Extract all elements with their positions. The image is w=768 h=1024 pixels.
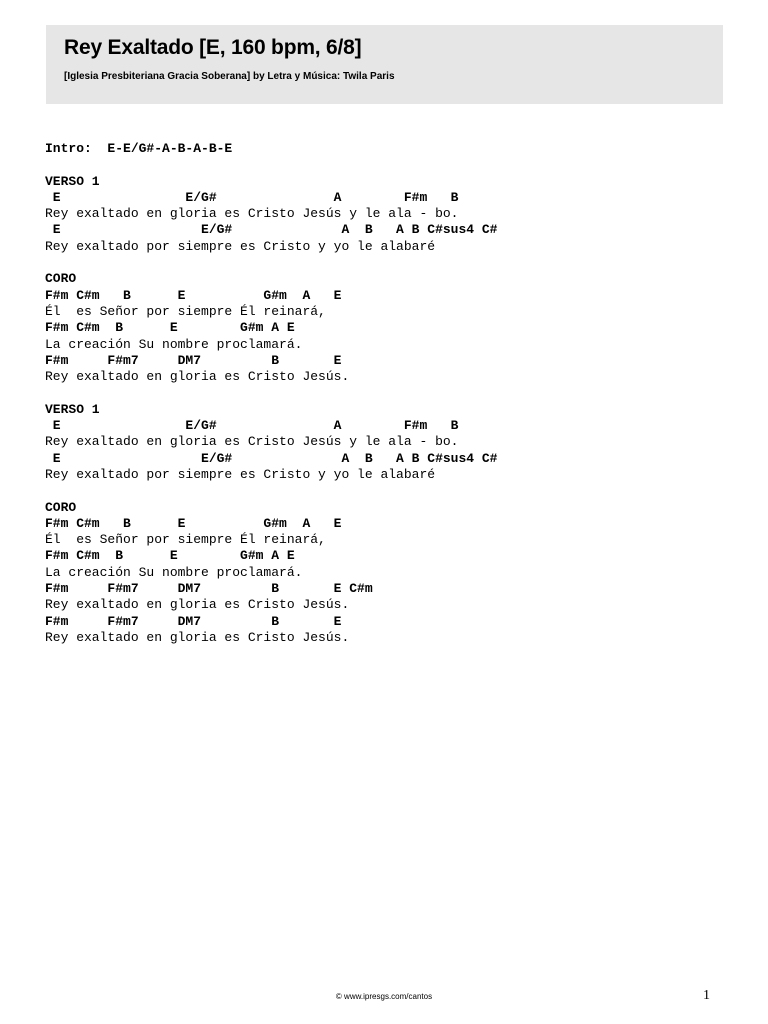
- blank-line: [45, 157, 725, 173]
- page-number: 1: [703, 988, 710, 1003]
- lyric-line: Rey exaltado en gloria es Cristo Jesús y le ala - bo.: [45, 434, 459, 450]
- section-label: VERSO 1: [45, 401, 100, 417]
- blank-line: [45, 255, 725, 271]
- lyric-line: La creación Su nombre proclamará.: [45, 564, 303, 580]
- lyric-line: Rey exaltado en gloria es Cristo Jesús.: [45, 369, 350, 385]
- chord-line: F#m F#m7 DM7 B E: [45, 613, 342, 629]
- chord-line: F#m C#m B E G#m A E: [45, 320, 295, 336]
- lyric-line: Él es Señor por siempre Él reinará,: [45, 532, 326, 548]
- intro-line: Intro: E-E/G#-A-B-A-B-E: [45, 141, 233, 156]
- lyric-line: Rey exaltado por siempre es Cristo y yo le alabaré: [45, 466, 436, 482]
- song-title: Rey Exaltado [E, 160 bpm, 6/8]: [64, 36, 362, 59]
- lyric-line: Rey exaltado en gloria es Cristo Jesús.: [45, 629, 350, 645]
- chord-line: F#m F#m7 DM7 B E C#m: [45, 581, 373, 597]
- lyric-line: Rey exaltado por siempre es Cristo y yo le alabaré: [45, 238, 436, 254]
- chord-sheet: [45, 141, 725, 646]
- chord-line: E E/G# A F#m B: [45, 418, 459, 434]
- chord-line: E E/G# A B A B C#sus4 C#: [45, 450, 498, 466]
- section-label: CORO: [45, 271, 77, 287]
- chord-line: F#m C#m B E G#m A E: [45, 515, 342, 531]
- chord-line: E E/G# A B A B C#sus4 C#: [45, 222, 498, 238]
- lyric-line: Rey exaltado en gloria es Cristo Jesús.: [45, 597, 350, 613]
- lyric-line: Él es Señor por siempre Él reinará,: [45, 303, 326, 319]
- chord-line: F#m C#m B E G#m A E: [45, 548, 295, 564]
- lyric-line: La creación Su nombre proclamará.: [45, 336, 303, 352]
- chord-line: E E/G# A F#m B: [45, 189, 459, 205]
- chord-line: F#m F#m7 DM7 B E: [45, 352, 342, 368]
- footer-source: © www.ipresgs.com/cantos: [335, 992, 433, 1001]
- blank-line: [45, 483, 725, 499]
- section-label: VERSO 1: [45, 173, 100, 189]
- chord-line: F#m C#m B E G#m A E: [45, 287, 342, 303]
- blank-line: [45, 385, 725, 401]
- header-box: [46, 25, 723, 104]
- section-label: CORO: [45, 499, 77, 515]
- lyric-line: Rey exaltado en gloria es Cristo Jesús y le ala - bo.: [45, 206, 459, 222]
- song-subtitle: [Iglesia Presbiteriana Gracia Soberana] by Letra y Música: Twila Paris: [64, 71, 395, 82]
